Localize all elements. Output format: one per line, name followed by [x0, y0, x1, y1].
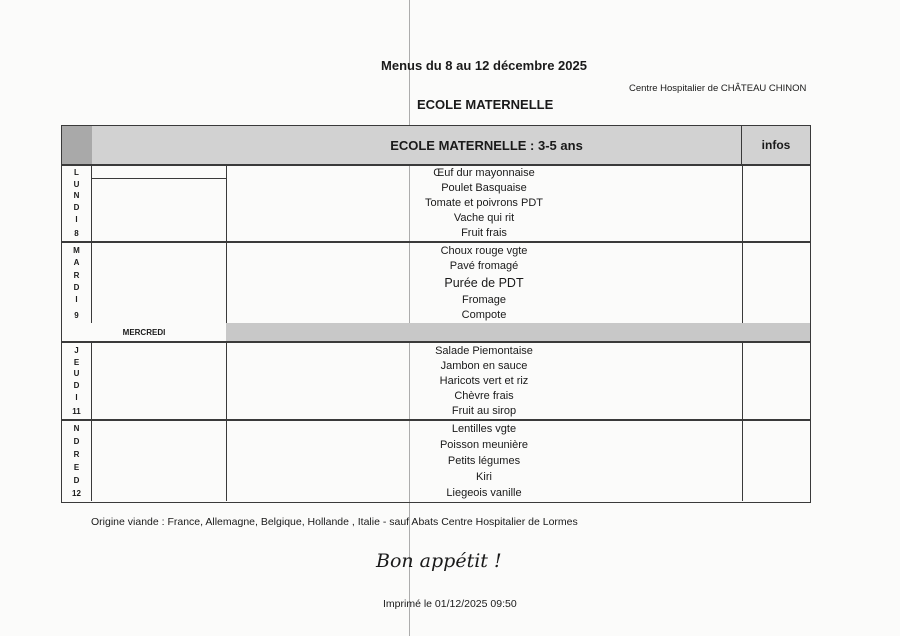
table-header: ECOLE MATERNELLE : 3-5 ans: [92, 126, 742, 164]
menu-item: Salade Piemontaise: [435, 344, 533, 357]
menu-item: Tomate et poivrons PDT: [425, 196, 543, 209]
day-letter: D: [73, 380, 80, 390]
empty-cell: [92, 343, 227, 419]
hospital-name: Centre Hospitalier de CHÂTEAU CHINON: [629, 83, 807, 94]
infos-header: infos: [742, 126, 810, 164]
menu-item: Haricots vert et riz: [439, 374, 529, 387]
menu-item: Vache qui rit: [453, 212, 515, 225]
day-letter: I: [75, 214, 78, 224]
day-letter: D: [73, 202, 80, 212]
menu-item: Jambon en sauce: [440, 359, 528, 372]
menu-item: Poisson meunière: [439, 439, 529, 451]
meat-origin-note: Origine viande : France, Allemagne, Belgique, Hollande , Italie - sauf Abats Centre Hospitalier de Lormes: [91, 516, 578, 528]
day-letter: R: [73, 450, 80, 459]
day-letter: D: [73, 476, 80, 485]
infos-cell: [742, 165, 811, 241]
day-number: 8: [74, 228, 79, 238]
menu-item: Petits légumes: [447, 455, 521, 467]
menu-items: [226, 243, 742, 323]
menu-item: Choux rouge vgte: [440, 244, 528, 257]
day-letter: E: [73, 463, 80, 472]
menu-item: Kiri: [476, 471, 492, 483]
menu-item: Fruit au sirop: [451, 405, 517, 418]
wednesday-label: MERCREDI: [62, 323, 227, 341]
day-letters: [62, 165, 92, 241]
day-row-monday: [62, 165, 810, 241]
closing-message: Bon appétit !: [376, 550, 502, 572]
day-letter: J: [74, 346, 79, 355]
infos-cell: [742, 343, 811, 419]
menu-item: Œuf dur mayonnaise: [433, 166, 535, 179]
infos-cell: [742, 421, 811, 501]
empty-cell: [92, 165, 227, 241]
day-letter: L: [74, 168, 79, 177]
menu-item: Compote: [461, 309, 507, 322]
menu-item: Lentilles vgte: [451, 423, 517, 435]
sub-divider: [92, 178, 226, 179]
menu-table: [61, 125, 811, 503]
empty-cell: [92, 243, 227, 323]
day-number: 12: [72, 489, 81, 498]
day-row-thursday: [62, 343, 810, 419]
menu-item: Chèvre frais: [454, 390, 514, 403]
menu-item: Fruit frais: [461, 227, 507, 240]
day-letter: I: [75, 295, 78, 305]
day-number: 11: [72, 406, 81, 416]
empty-cell: [92, 421, 227, 501]
header-side-cell: [62, 126, 93, 164]
infos-cell: [742, 243, 811, 323]
menu-item: Fromage: [461, 293, 507, 306]
menu-items: [226, 343, 742, 419]
day-letter: I: [75, 392, 78, 402]
day-letter: D: [73, 437, 80, 446]
day-letter: R: [73, 270, 80, 280]
day-letters: [62, 343, 92, 419]
wednesday-closed-band: [226, 323, 810, 341]
day-letter: N: [73, 424, 80, 433]
menu-item: Pavé fromagé: [449, 260, 519, 273]
day-letter: M: [73, 246, 80, 255]
day-letter: U: [73, 369, 80, 379]
day-letter: N: [73, 191, 80, 201]
school-title: ECOLE MATERNELLE: [417, 97, 554, 112]
day-row-tuesday: [62, 243, 810, 323]
day-letter: E: [73, 357, 80, 367]
day-letter: U: [73, 179, 80, 189]
day-letters: [62, 421, 92, 501]
menu-items: [226, 165, 742, 241]
menu-item: Purée de PDT: [444, 275, 524, 290]
menu-item: Poulet Basquaise: [441, 181, 527, 194]
print-date: Imprimé le 01/12/2025 09:50: [383, 598, 517, 610]
menu-item: Liegeois vanille: [446, 487, 522, 499]
day-letter: A: [73, 258, 80, 268]
day-number: 9: [74, 310, 79, 320]
day-letter: D: [73, 282, 80, 292]
page-title: Menus du 8 au 12 décembre 2025: [381, 58, 587, 73]
day-row-friday: [62, 421, 810, 501]
wednesday-row: [62, 323, 810, 341]
day-letters: [62, 243, 92, 323]
menu-items: [226, 421, 742, 501]
